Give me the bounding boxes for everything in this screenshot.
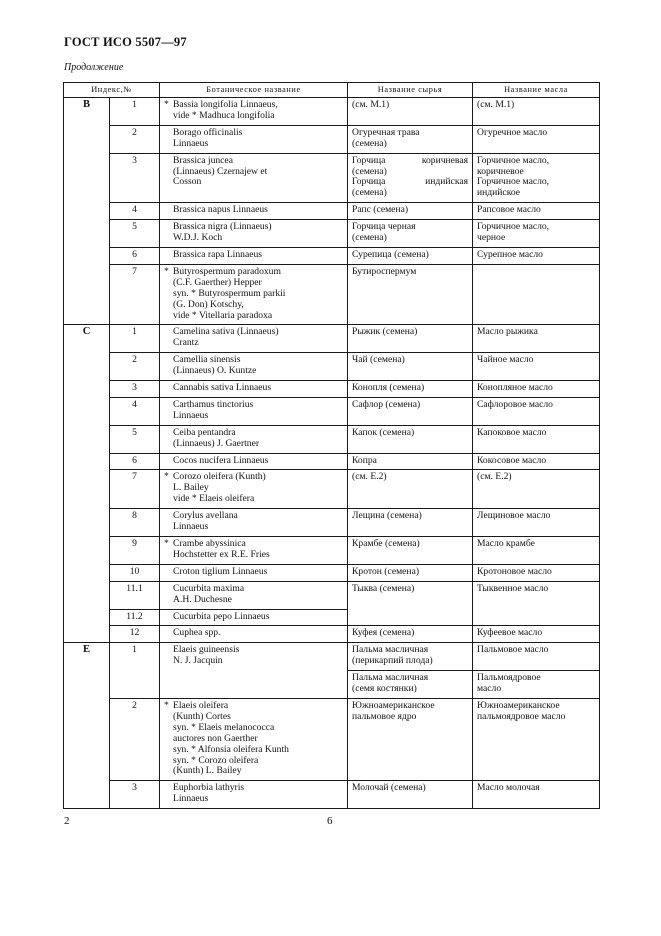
raw-material-line: Тыква (семена): [352, 582, 415, 594]
oil-name-cell: [473, 425, 600, 453]
raw-material-cell: [348, 643, 473, 671]
raw-material-word: Горчица: [352, 154, 386, 166]
oil-name-cell: [473, 247, 600, 264]
botanical-line: [164, 567, 343, 578]
row-index: 9: [110, 537, 160, 565]
botanical-line: [164, 494, 343, 505]
botanical-text: Cannabis sativa Linnaeus: [173, 382, 272, 394]
table-header-row: [64, 83, 600, 98]
botanical-name-cell: [160, 626, 348, 643]
table-row: [64, 425, 600, 453]
oil-name-line: Кокосовое масло: [477, 454, 547, 466]
raw-material-cell: [348, 325, 473, 353]
botanical-line: [164, 794, 343, 805]
raw-material-line: Капок (семена): [352, 426, 415, 438]
table-row: [64, 325, 600, 353]
row-index: 1: [110, 643, 160, 699]
botanical-name-cell: [160, 98, 348, 126]
raw-material-line: Копра: [352, 454, 377, 466]
oil-name-cell: [473, 626, 600, 643]
raw-material-line: пальмовое ядро: [352, 710, 417, 722]
table-row: [64, 581, 600, 609]
botanical-text: Camellia sinensis: [173, 354, 241, 366]
table-row: [64, 220, 600, 248]
raw-material-line: Молочай (семена): [352, 782, 426, 794]
row-index: 2: [110, 125, 160, 153]
oil-name-cell: [473, 153, 600, 203]
botanical-text: Crantz: [173, 337, 199, 349]
raw-material-cell: [348, 353, 473, 381]
table-row: [64, 453, 600, 470]
asterisk-mark: *: [164, 471, 169, 483]
raw-material-cell: [348, 626, 473, 643]
oil-name-cell: [473, 353, 600, 381]
botanical-text: Elaeis guineensis: [173, 644, 240, 656]
botanical-name-cell: [160, 453, 348, 470]
page-number-center: 6: [327, 815, 333, 827]
oil-name-line: Горчичное масло,: [477, 176, 550, 188]
oil-name-cell: [473, 381, 600, 398]
botanical-name-cell: [160, 781, 348, 809]
table-row: [64, 264, 600, 325]
botanical-line: [164, 366, 343, 377]
botanical-text: (Linnaeus) O. Kuntze: [173, 365, 257, 377]
botanical-text: Linnaeus: [173, 409, 209, 421]
oil-name-line: пальмоядровое масло: [477, 710, 566, 722]
raw-material-cell: [348, 581, 473, 626]
oil-name-cell: [473, 671, 600, 699]
oil-name-line: индийское: [477, 187, 521, 199]
botanical-text: Corylus avellana: [173, 510, 238, 522]
raw-material-cell: [348, 220, 473, 248]
raw-material-cell: [348, 509, 473, 537]
raw-material-line: Южноамериканское: [352, 699, 435, 711]
raw-material-cell: [348, 203, 473, 220]
oil-name-cell: [473, 453, 600, 470]
raw-material-line: Конопля (семена): [352, 382, 425, 394]
row-index: 11.2: [110, 609, 160, 626]
raw-material-line: Лещина (семена): [352, 510, 422, 522]
botanical-text: Cuphea spp.: [173, 627, 221, 639]
raw-material-line: Бутироспермум: [352, 265, 417, 277]
botanical-name-cell: [160, 537, 348, 565]
oil-name-cell: [473, 643, 600, 671]
raw-material-cell: [348, 470, 473, 509]
raw-material-cell: [348, 247, 473, 264]
raw-material-line: (семена): [352, 165, 387, 177]
oil-name-cell: [473, 125, 600, 153]
botanical-text: Linnaeus: [173, 137, 209, 149]
oil-name-cell: [473, 537, 600, 565]
table-row: [64, 698, 600, 780]
oil-name-line: Конопляное масло: [477, 382, 553, 394]
raw-material-cell: [348, 537, 473, 565]
botanical-text: Cosson: [173, 176, 202, 188]
raw-material-cell: [348, 564, 473, 581]
botanical-text: Cucurbita maxima: [173, 582, 245, 594]
botanical-text: Ceiba pentandra: [173, 426, 236, 438]
row-index: 7: [110, 264, 160, 325]
raw-material-cell: [348, 381, 473, 398]
raw-material-cell: [348, 264, 473, 325]
botanical-name-cell: [160, 564, 348, 581]
raw-material-line: (см. М.1): [352, 99, 390, 110]
botanical-text: vide * Vitellaria paradoxa: [173, 309, 273, 321]
raw-material-cell: [348, 425, 473, 453]
oil-name-line: Сафлоровое масло: [477, 398, 553, 410]
raw-material-line: Сурепица (семена): [352, 248, 429, 260]
oil-name-line: Куфеевое масло: [477, 627, 543, 639]
botanical-name-cell: [160, 381, 348, 398]
row-index: 10: [110, 564, 160, 581]
oil-name-cell: [473, 98, 600, 126]
botanical-line: [164, 139, 343, 150]
oil-name-cell: [473, 509, 600, 537]
botanical-text: Linnaeus: [173, 793, 209, 805]
table-row: [64, 98, 600, 126]
botanical-text: Corozo oleifera (Kunth): [173, 471, 266, 483]
raw-material-line: (семя костянки): [352, 683, 417, 695]
row-index: 6: [110, 247, 160, 264]
botanical-name-cell: [160, 247, 348, 264]
botanical-text: Brassica juncea: [173, 154, 233, 166]
raw-material-line: (перикарпий плода): [352, 655, 433, 667]
botanical-name-cell: [160, 397, 348, 425]
botanical-text: Camelina sativa (Linnaeus): [173, 326, 279, 338]
table-row: [64, 153, 600, 203]
botanical-text: vide * Elaeis oleifera: [173, 493, 255, 505]
botanical-text: (Linnaeus) Czernajew et: [173, 165, 268, 177]
botanical-text: Linnaeus: [173, 521, 209, 533]
botanical-line: [164, 411, 343, 422]
botanical-line: [164, 628, 343, 639]
botanical-line: [164, 205, 343, 216]
oil-name-line: Лещиновое масло: [477, 510, 551, 522]
botanical-text: Carthamus tinctorius: [173, 398, 254, 410]
raw-material-word: Горчица: [352, 176, 386, 188]
botanical-text: Cocos nucifera Linnaeus: [173, 454, 269, 466]
botanical-text: Hochstetter ex R.E. Fries: [173, 548, 270, 560]
raw-material-line: Рыжик (семена): [352, 326, 418, 338]
oil-name-line: масло: [477, 683, 502, 695]
raw-material-line: [352, 156, 468, 167]
botanical-name-cell: [160, 325, 348, 353]
table-row: [64, 537, 600, 565]
botanical-name-cell: [160, 153, 348, 203]
botanical-text: syn. * Elaeis melanococca: [173, 721, 275, 733]
raw-material-line: Чай (семена): [352, 354, 405, 366]
botanical-text: Euphorbia lathyris: [173, 782, 245, 794]
botanical-name-cell: [160, 698, 348, 780]
botanical-text: Bassia longifolia Linnaeus,: [173, 99, 278, 110]
col-header-oil: Название масла: [473, 83, 600, 98]
botanical-text: N. J. Jacquin: [173, 655, 223, 667]
group-letter: E: [64, 643, 110, 809]
oil-name-line: Тыквенное масло: [477, 582, 549, 594]
botanical-text: Croton tiglium Linnaeus: [173, 565, 268, 577]
raw-material-line: (см. Е.2): [352, 471, 387, 483]
page-number-left: 2: [64, 815, 70, 827]
oil-name-cell: [473, 470, 600, 509]
botanical-line: [164, 250, 343, 261]
oil-name-cell: [473, 781, 600, 809]
botanical-name-cell: [160, 425, 348, 453]
table-row: [64, 564, 600, 581]
row-index: 3: [110, 153, 160, 203]
table-row: [64, 509, 600, 537]
oil-name-line: Кротоновое масло: [477, 565, 552, 577]
table-row: [64, 626, 600, 643]
botanical-name-cell: [160, 353, 348, 381]
oil-name-cell: [473, 264, 600, 325]
botanical-text: Brassica nigra (Linnaeus): [173, 221, 272, 233]
table-row: [64, 397, 600, 425]
botanical-line: [164, 338, 343, 349]
col-header-index: Индекс,№: [64, 83, 160, 98]
oil-name-cell: [473, 581, 600, 626]
botanical-line: [164, 550, 343, 561]
oil-name-cell: [473, 397, 600, 425]
table-row: [64, 470, 600, 509]
raw-material-line: (семена): [352, 232, 387, 244]
oil-name-line: Пальмовое масло: [477, 644, 549, 656]
raw-material-cell: [348, 781, 473, 809]
botanical-name-cell: [160, 609, 348, 626]
botanical-line: [164, 456, 343, 467]
botanical-text: (Kunth) L. Bailey: [173, 765, 242, 777]
raw-material-word: коричневая: [421, 154, 469, 166]
botanical-name-cell: [160, 203, 348, 220]
botanical-text: Brassica napus Linnaeus: [173, 204, 268, 216]
asterisk-mark: *: [164, 265, 169, 277]
oil-name-line: коричневое: [477, 165, 524, 177]
botanical-line: [164, 311, 343, 322]
table-row: [64, 203, 600, 220]
page-title: ГОСТ ИСО 5507—97: [64, 35, 187, 49]
raw-material-line: Сафлор (семена): [352, 398, 421, 410]
row-index: 4: [110, 397, 160, 425]
raw-material-cell: [348, 671, 473, 699]
oil-name-line: Горчичное масло,: [477, 221, 550, 233]
row-index: 5: [110, 220, 160, 248]
botanical-text: L. Bailey: [173, 482, 209, 494]
asterisk-mark: *: [164, 99, 169, 110]
raw-material-cell: [348, 698, 473, 780]
oil-name-cell: [473, 564, 600, 581]
asterisk-mark: *: [164, 699, 169, 711]
botanical-line: [164, 522, 343, 533]
botanical-line: [164, 612, 343, 623]
botanical-text: (Linnaeus) J. Gaertner: [173, 437, 260, 449]
oil-names-table: [63, 82, 600, 809]
botanical-text: (C.F. Gaerther) Hepper: [173, 276, 262, 288]
botanical-text: Cucurbita pepo Linnaeus: [173, 610, 270, 622]
oil-name-line: (см. М.1): [477, 99, 515, 110]
botanical-text: (Kunth) Cortes: [173, 710, 231, 722]
raw-material-cell: [348, 397, 473, 425]
botanical-line: [164, 595, 343, 606]
asterisk-mark: *: [164, 538, 169, 549]
table-row: [64, 381, 600, 398]
raw-material-line: Рапс (семена): [352, 204, 409, 216]
table-row: [64, 643, 600, 671]
row-index: 2: [110, 698, 160, 780]
botanical-text: syn. * Butyrospermum parkii: [173, 287, 286, 299]
botanical-name-cell: [160, 509, 348, 537]
raw-material-line: Пальма масличная: [352, 672, 429, 684]
raw-material-line: Кротон (семена): [352, 565, 420, 577]
table-row: [64, 353, 600, 381]
row-index: 1: [110, 325, 160, 353]
table-row: [64, 125, 600, 153]
oil-name-cell: [473, 325, 600, 353]
oil-name-line: Капоковое масло: [477, 426, 547, 438]
raw-material-cell: [348, 98, 473, 126]
botanical-text: W.D.J. Koch: [173, 232, 223, 244]
botanical-text: (G. Don) Kotschy,: [173, 298, 244, 310]
botanical-text: syn. * Corozo oleifera: [173, 754, 259, 766]
col-header-raw: Название сырья: [348, 83, 473, 98]
raw-material-line: (семена): [352, 137, 387, 149]
row-index: 1: [110, 98, 160, 126]
row-index: 12: [110, 626, 160, 643]
oil-name-line: Чайное масло: [477, 354, 534, 366]
oil-name-line: Сурепное масло: [477, 248, 543, 260]
botanical-name-cell: [160, 581, 348, 609]
row-index: 4: [110, 203, 160, 220]
oil-name-line: Пальмоядровое: [477, 672, 541, 684]
botanical-name-cell: [160, 220, 348, 248]
botanical-name-cell: [160, 643, 348, 699]
botanical-text: Butyrospermum paradoxum: [173, 265, 281, 277]
raw-material-cell: [348, 453, 473, 470]
oil-name-line: Южноамериканское: [477, 699, 560, 711]
botanical-text: Elaeis oleifera: [173, 699, 229, 711]
botanical-line: [164, 233, 343, 244]
botanical-text: Borago officinalis: [173, 126, 243, 138]
raw-material-line: Крамбе (семена): [352, 538, 420, 549]
oil-name-line: Масло крамбе: [477, 538, 535, 549]
botanical-line: [164, 656, 343, 667]
oil-name-line: Масло молочая: [477, 782, 540, 794]
raw-material-line: Куфея (семена): [352, 627, 415, 639]
oil-name-line: Огуречное масло: [477, 126, 548, 138]
continuation-label: Продолжение: [64, 62, 124, 73]
oil-name-line: (см. Е.2): [477, 471, 512, 483]
raw-material-line: Пальма масличная: [352, 644, 429, 656]
oil-name-cell: [473, 203, 600, 220]
oil-name-cell: [473, 698, 600, 780]
botanical-text: Brassica rapa Linnaeus: [173, 248, 262, 260]
oil-name-line: Масло рыжика: [477, 326, 538, 338]
oil-name-cell: [473, 220, 600, 248]
col-header-botanical: Ботаническое название: [160, 83, 348, 98]
botanical-line: [164, 766, 343, 777]
botanical-name-cell: [160, 125, 348, 153]
row-index: 6: [110, 453, 160, 470]
table-row: [64, 781, 600, 809]
row-index: 8: [110, 509, 160, 537]
botanical-text: syn. * Alfonsia oleifera Kunth: [173, 743, 289, 755]
oil-name-line: черное: [477, 232, 506, 244]
row-index: 5: [110, 425, 160, 453]
botanical-name-cell: [160, 264, 348, 325]
botanical-text: auctores non Gaerther: [173, 732, 258, 744]
oil-name-line: Рапсовое масло: [477, 204, 541, 216]
oil-name-line: Горчичное масло,: [477, 154, 550, 166]
raw-material-word: индийская: [425, 176, 469, 188]
row-index: 3: [110, 381, 160, 398]
table-body: [64, 98, 600, 809]
row-index: 3: [110, 781, 160, 809]
raw-material-line: Горчица черная: [352, 221, 416, 233]
botanical-line: [164, 111, 343, 122]
row-index: 2: [110, 353, 160, 381]
group-letter: B: [64, 98, 110, 325]
raw-material-line: Огуречная трава: [352, 126, 420, 138]
raw-material-cell: [348, 153, 473, 203]
raw-material-cell: [348, 125, 473, 153]
botanical-text: Crambe abyssinica: [173, 538, 246, 549]
row-index: 7: [110, 470, 160, 509]
botanical-line: [164, 177, 343, 188]
botanical-text: A.H. Duchesne: [173, 593, 232, 605]
botanical-line: [164, 383, 343, 394]
botanical-line: [164, 439, 343, 450]
botanical-text: vide * Madhuca longifolia: [173, 109, 275, 121]
table-row: [64, 247, 600, 264]
row-index: 11.1: [110, 581, 160, 609]
raw-material-line: (семена): [352, 187, 387, 199]
group-letter: C: [64, 325, 110, 643]
botanical-name-cell: [160, 470, 348, 509]
